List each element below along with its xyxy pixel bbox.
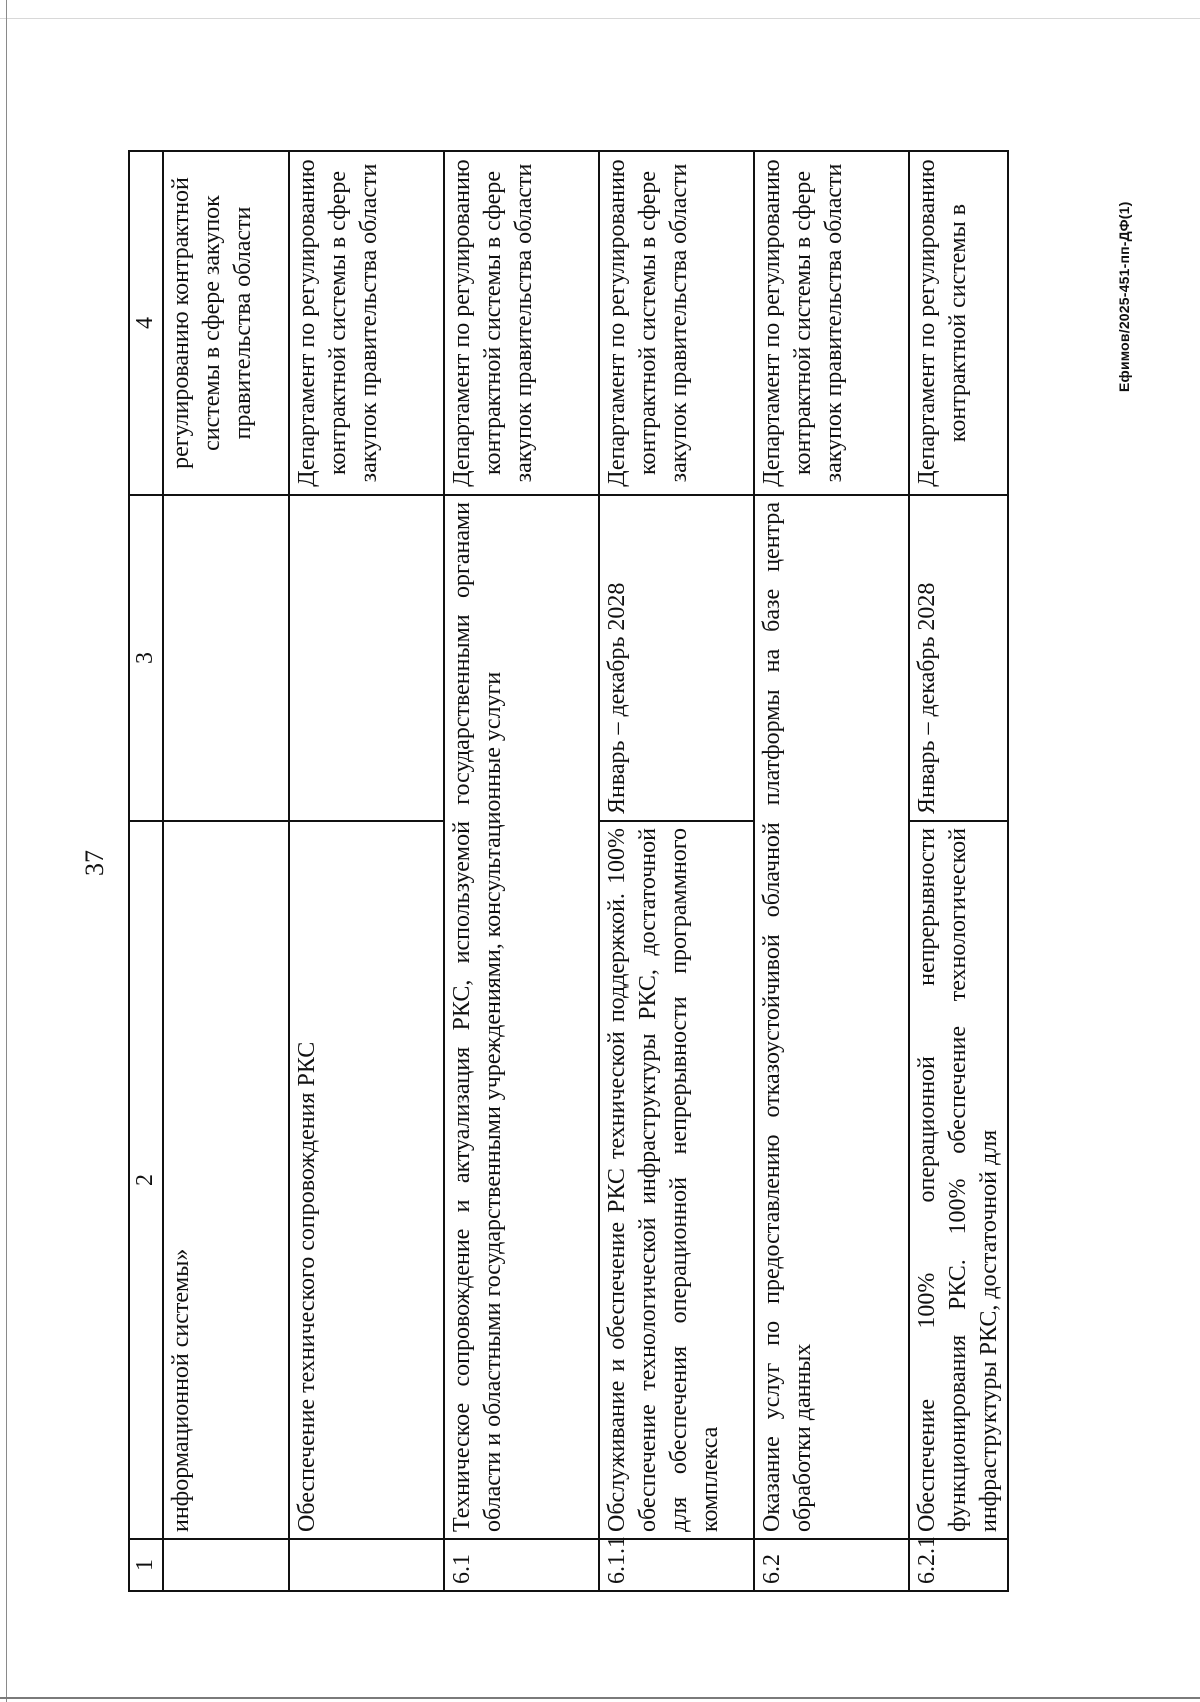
- row-period: [163, 495, 289, 821]
- row-responsible: Департамент по регулированию контрактной системы в сфере закупок правительства области: [599, 151, 754, 495]
- table-row: [909, 151, 1008, 1591]
- plan-table: [128, 150, 1009, 1592]
- row-number: 6.1.1: [599, 1539, 754, 1591]
- document-footer-code: Ефимов/2025-451-пп-ДФ(1): [1116, 201, 1132, 392]
- row-number: 6.1: [444, 1539, 599, 1591]
- row-number: 6.2: [754, 1539, 909, 1591]
- row-activity: Обеспечение 100% операционной непрерывности функционирования РКС. 100% обеспечение технологической инфраструктуры РКС, достаточной для: [909, 821, 1008, 1539]
- row-activity: Обеспечение технического сопровождения РКС: [289, 821, 444, 1539]
- table-row: [444, 151, 599, 1591]
- row-activity: Техническое сопровождение и актуализация РКС, используемой государственными органами области и областными государственными учреждениями, консультационные услуги: [444, 495, 599, 1539]
- header-col-3: 3: [129, 495, 163, 821]
- row-activity: Оказание услуг по предоставлению отказоустойчивой облачной платформы на базе центра обработки данных: [754, 495, 909, 1539]
- row-number: 6.2.1: [909, 1539, 1008, 1591]
- row-responsible: Департамент по регулированию контрактной системы в сфере закупок правительства области: [444, 151, 599, 495]
- row-period: Январь – декабрь 2028: [909, 495, 1008, 821]
- row-responsible: Департамент по регулированию контрактной системы в сфере закупок правительства области: [289, 151, 444, 495]
- row-activity: информационной системы»: [163, 821, 289, 1539]
- row-responsible: Департамент по регулированию контрактной системы в сфере закупок правительства области: [754, 151, 909, 495]
- row-activity: Обслуживание и обеспечение РКС технической поддержкой. 100% обеспечение технологической инфраструктуры РКС, достаточной для обеспечения операционной непрерывности программного комплекса: [599, 821, 754, 1539]
- row-responsible: Департамент по регулированию контрактной системы в: [909, 151, 1008, 495]
- page-number: 37: [80, 850, 109, 876]
- row-number: [163, 1539, 289, 1591]
- header-col-4: 4: [129, 151, 163, 495]
- table-row: [163, 151, 289, 1591]
- table-header-row: [129, 151, 163, 1591]
- header-col-2: 2: [129, 821, 163, 1539]
- row-responsible: регулированию контрактной системы в сфере закупок правительства области: [163, 151, 289, 495]
- row-period: Январь – декабрь 2028: [599, 495, 754, 821]
- row-number: [289, 1539, 444, 1591]
- table-row: [599, 151, 754, 1591]
- header-col-1: 1: [129, 1539, 163, 1591]
- row-period: [289, 495, 444, 821]
- table-row: [289, 151, 444, 1591]
- table-row: [754, 151, 909, 1591]
